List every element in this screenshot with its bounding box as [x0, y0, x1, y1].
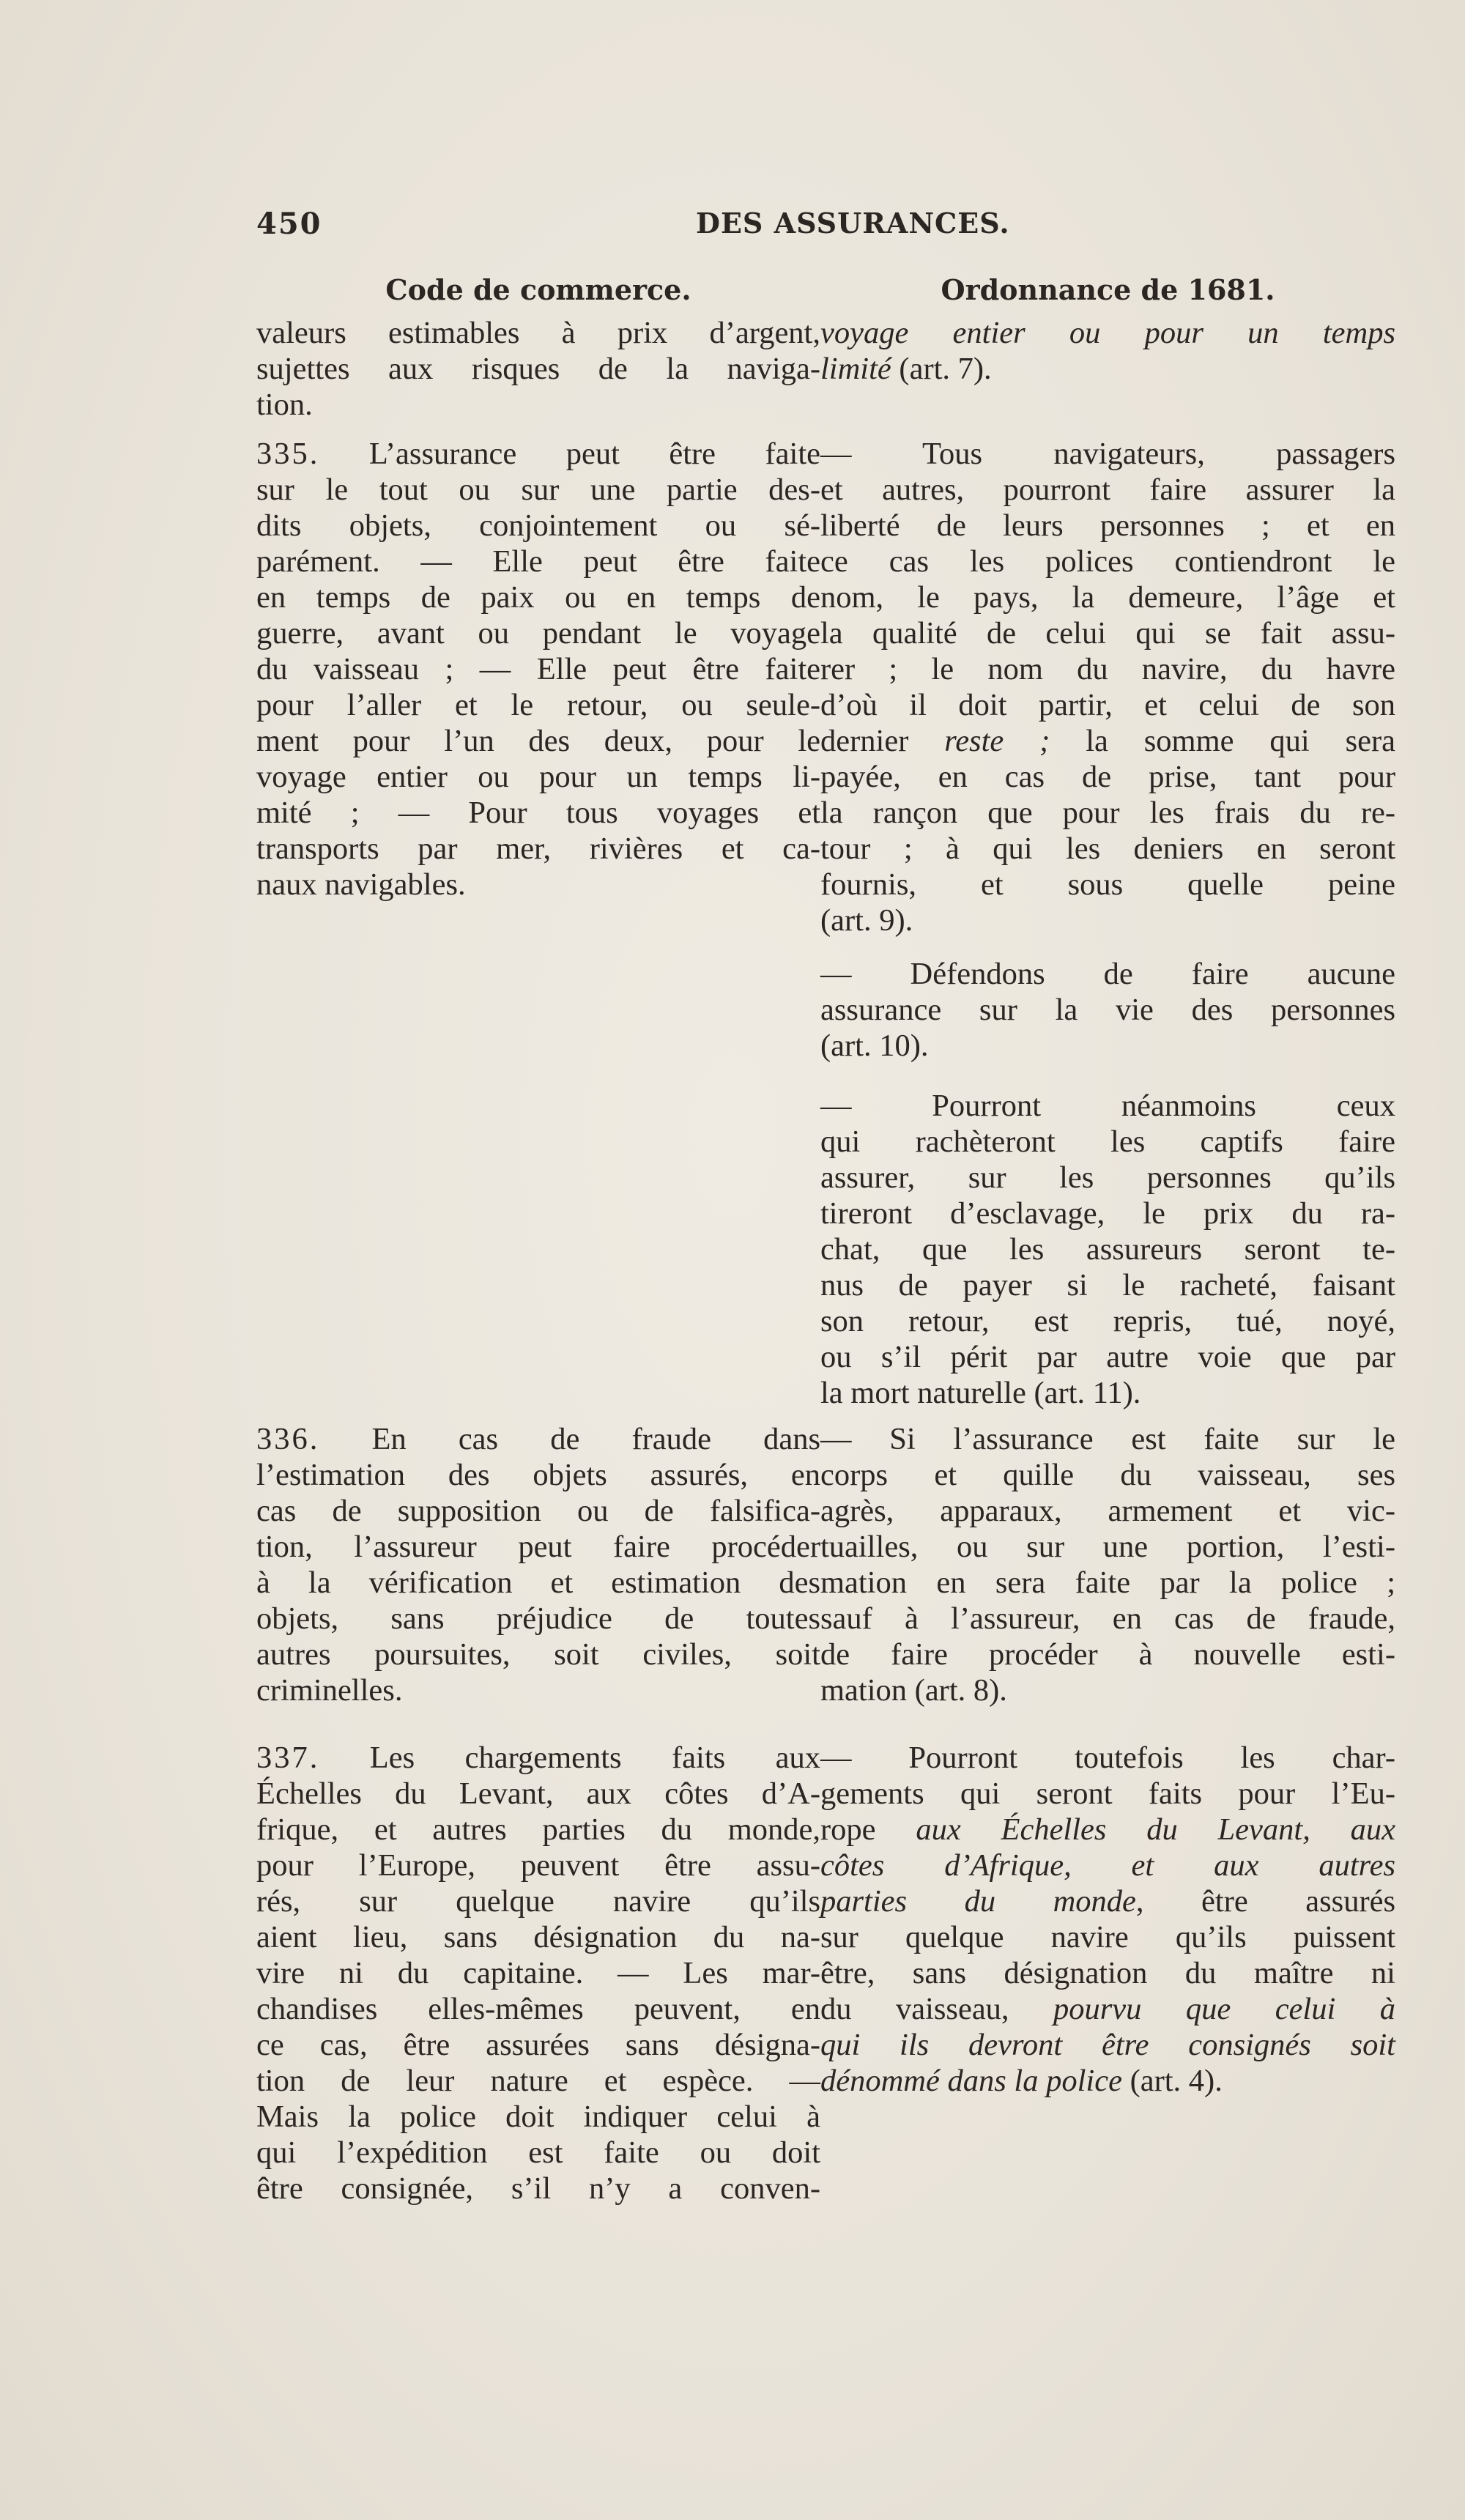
text-line: d’où il doit partir, et celui de son: [820, 688, 1395, 722]
text-line: ce cas les polices contiendront le: [820, 544, 1395, 579]
italic-text: parties du monde: [820, 1884, 1136, 1919]
text-line: en temps de paix ou en temps de: [256, 580, 820, 615]
text-line: (art. 9).: [820, 903, 913, 938]
text-line: — Si l’assurance est faite sur le: [820, 1422, 1395, 1456]
text-line: Échelles du Levant, aux côtes d’A-: [256, 1776, 820, 1811]
text-line: valeurs estimables à prix d’argent,: [256, 316, 820, 350]
text-line: sur le tout ou sur une partie des-: [256, 472, 820, 507]
text-line: guerre, avant ou pendant le voyage: [256, 616, 820, 651]
text-line: chandises elles-mêmes peuvent, en: [256, 1992, 820, 2026]
text-line: — Pourront toutefois les char-: [820, 1741, 1395, 1775]
paragraph-continuation: [820, 315, 1395, 387]
text-line: nom, le pays, la demeure, l’âge et: [820, 580, 1395, 615]
text-line: ment pour l’un des deux, pour le: [256, 724, 820, 758]
text-fragment: du vaisseau,: [820, 1992, 1054, 2026]
text-line: agrès, apparaux, armement et vic-: [820, 1494, 1395, 1528]
text-line: tour ; à qui les deniers en seront: [820, 831, 1395, 866]
text-line: voyage entier ou pour un temps li-: [256, 760, 820, 794]
text-fragment: Les chargements faits aux: [319, 1741, 820, 1775]
text-line: mité ; — Pour tous voyages et: [256, 796, 820, 830]
text-line: payée, en cas de prise, tant pour: [820, 760, 1395, 794]
text-line: [820, 1883, 1395, 1919]
text-line: frique, et autres parties du monde,: [256, 1812, 820, 1847]
right-column-title: Ordonnance de 1681.: [941, 273, 1275, 306]
text-line: naux navigables.: [256, 867, 466, 902]
text-fragment: L’assurance peut être faite: [319, 437, 820, 471]
text-line: — Pourront néanmoins ceux: [820, 1089, 1395, 1123]
italic-text: côtes d’Afrique, et aux autres: [820, 1848, 1395, 1883]
text-line: [820, 351, 1395, 387]
text-line: rés, sur quelque navire qu’ils: [256, 1884, 820, 1919]
article-reference: (art. 4).: [1121, 2064, 1223, 2098]
text-line: vire ni du capitaine. — Les mar-: [256, 1956, 820, 1990]
text-line: sujettes aux risques de la naviga-: [256, 352, 820, 386]
text-line: pour l’Europe, peuvent être assu-: [256, 1848, 820, 1883]
text-line: la mort naturelle (art. 11).: [820, 1376, 1141, 1410]
article-number: 335.: [256, 437, 320, 471]
article-number: 337.: [256, 1741, 320, 1775]
text-line: du vaisseau ; — Elle peut être faite: [256, 652, 820, 686]
text-line: assurer, sur les personnes qu’ils: [820, 1160, 1395, 1195]
text-line: mation (art. 8).: [820, 1673, 1007, 1708]
italic-text: qui ils devront être consignés soit: [820, 2028, 1395, 2062]
text-line: [820, 2063, 1395, 2099]
text-line: fournis, et sous quelle peine: [820, 867, 1395, 902]
text-line: de faire procéder à nouvelle esti-: [820, 1637, 1395, 1672]
text-line: [820, 1812, 1395, 1848]
italic-text: pourvu que celui à: [1053, 1992, 1395, 2026]
text-line: Mais la police doit indiquer celui à: [256, 2100, 820, 2134]
text-line: sauf à l’assureur, en cas de fraude,: [820, 1601, 1395, 1636]
text-fragment: dernier: [820, 724, 945, 758]
text-line: autres poursuites, soit civiles, soit: [256, 1637, 820, 1672]
text-line: [256, 1421, 820, 1457]
italic-text: voyage entier ou pour un temps: [820, 316, 1395, 350]
article-336: [256, 1421, 820, 1708]
text-line: qui rachèteront les captifs faire: [820, 1124, 1395, 1159]
text-line: rer ; le nom du navire, du havre: [820, 652, 1395, 686]
paragraph-defendons: [820, 956, 1395, 1064]
text-line: être, sans désignation du maître ni: [820, 1956, 1395, 1990]
text-line: criminelles.: [256, 1673, 403, 1708]
paragraph-chargements: [820, 1740, 1395, 2099]
paragraph-continuation: [256, 315, 820, 423]
article-337: [256, 1740, 820, 2206]
article-number: 336.: [256, 1422, 320, 1456]
text-fragment: rope: [820, 1812, 916, 1847]
text-line: aient lieu, sans désignation du na-: [256, 1920, 820, 1954]
paragraph-vaisseau: [820, 1421, 1395, 1708]
text-line: transports par mer, rivières et ca-: [256, 831, 820, 866]
text-line: [820, 2027, 1395, 2063]
text-line: la qualité de celui qui se fait assu-: [820, 616, 1395, 651]
text-line: [256, 1740, 820, 1776]
text-line: ce cas, être assurées sans désigna-: [256, 2028, 820, 2062]
italic-text: limité: [820, 352, 891, 386]
text-line: qui l’expédition est faite ou doit: [256, 2135, 820, 2170]
text-line: tion.: [256, 388, 313, 422]
italic-text: reste ;: [944, 724, 1050, 758]
text-line: — Défendons de faire aucune: [820, 957, 1395, 991]
text-line: [820, 1848, 1395, 1883]
text-line: pour l’aller et le retour, ou seule-: [256, 688, 820, 722]
text-line: dits objets, conjointement ou sé-: [256, 508, 820, 543]
text-line: tion, l’assureur peut faire procéder: [256, 1530, 820, 1564]
text-line: objets, sans préjudice de toutes: [256, 1601, 820, 1636]
text-line: tion de leur nature et espèce. —: [256, 2064, 820, 2098]
paragraph-navigateurs: [820, 436, 1395, 938]
text-line: l’estimation des objets assurés, en: [256, 1458, 820, 1492]
text-line: être consignée, s’il n’y a conven-: [256, 2171, 820, 2206]
text-line: tuailles, ou sur une portion, l’esti-: [820, 1530, 1395, 1564]
text-fragment: , être assurés: [1135, 1884, 1395, 1919]
text-line: à la vérification et estimation des: [256, 1565, 820, 1600]
text-line: [820, 723, 1395, 759]
text-line: nus de payer si le racheté, faisant: [820, 1268, 1395, 1302]
text-line: tireront d’esclavage, le prix du ra-: [820, 1196, 1395, 1231]
italic-text: dénommé dans la police: [820, 2064, 1122, 2098]
text-line: [256, 436, 820, 472]
page-number: 450: [256, 207, 322, 241]
italic-text: aux Échelles du Levant, aux: [916, 1812, 1395, 1847]
running-head: [256, 207, 1395, 251]
paragraph-captifs: [820, 1088, 1395, 1411]
text-line: son retour, est repris, tué, noyé,: [820, 1304, 1395, 1338]
text-line: ou s’il périt par autre voie que par: [820, 1340, 1395, 1374]
text-line: — Tous navigateurs, passagers: [820, 437, 1395, 471]
article-reference: (art. 7).: [891, 352, 992, 386]
text-line: [820, 1991, 1395, 2027]
text-line: parément. — Elle peut être faite: [256, 544, 820, 579]
text-line: la rançon que pour les frais du re-: [820, 796, 1395, 830]
text-line: mation en sera faite par la police ;: [820, 1565, 1395, 1600]
text-line: cas de supposition ou de falsifica-: [256, 1494, 820, 1528]
text-line: chat, que les assureurs seront te-: [820, 1232, 1395, 1267]
text-line: corps et quille du vaisseau, ses: [820, 1458, 1395, 1492]
text-line: [820, 315, 1395, 351]
article-335: [256, 436, 820, 903]
text-line: (art. 10).: [820, 1029, 929, 1063]
running-title: DES ASSURANCES.: [696, 207, 1010, 240]
left-column-title: Code de commerce.: [385, 273, 691, 306]
text-line: sur quelque navire qu’ils puissent: [820, 1920, 1395, 1954]
text-line: et autres, pourront faire assurer la: [820, 472, 1395, 507]
text-line: gements qui seront faits pour l’Eu-: [820, 1776, 1395, 1811]
text-fragment: la somme qui sera: [1050, 724, 1396, 758]
text-fragment: En cas de fraude dans: [319, 1422, 820, 1456]
text-line: liberté de leurs personnes ; et en: [820, 508, 1395, 543]
text-line: assurance sur la vie des personnes: [820, 993, 1395, 1027]
